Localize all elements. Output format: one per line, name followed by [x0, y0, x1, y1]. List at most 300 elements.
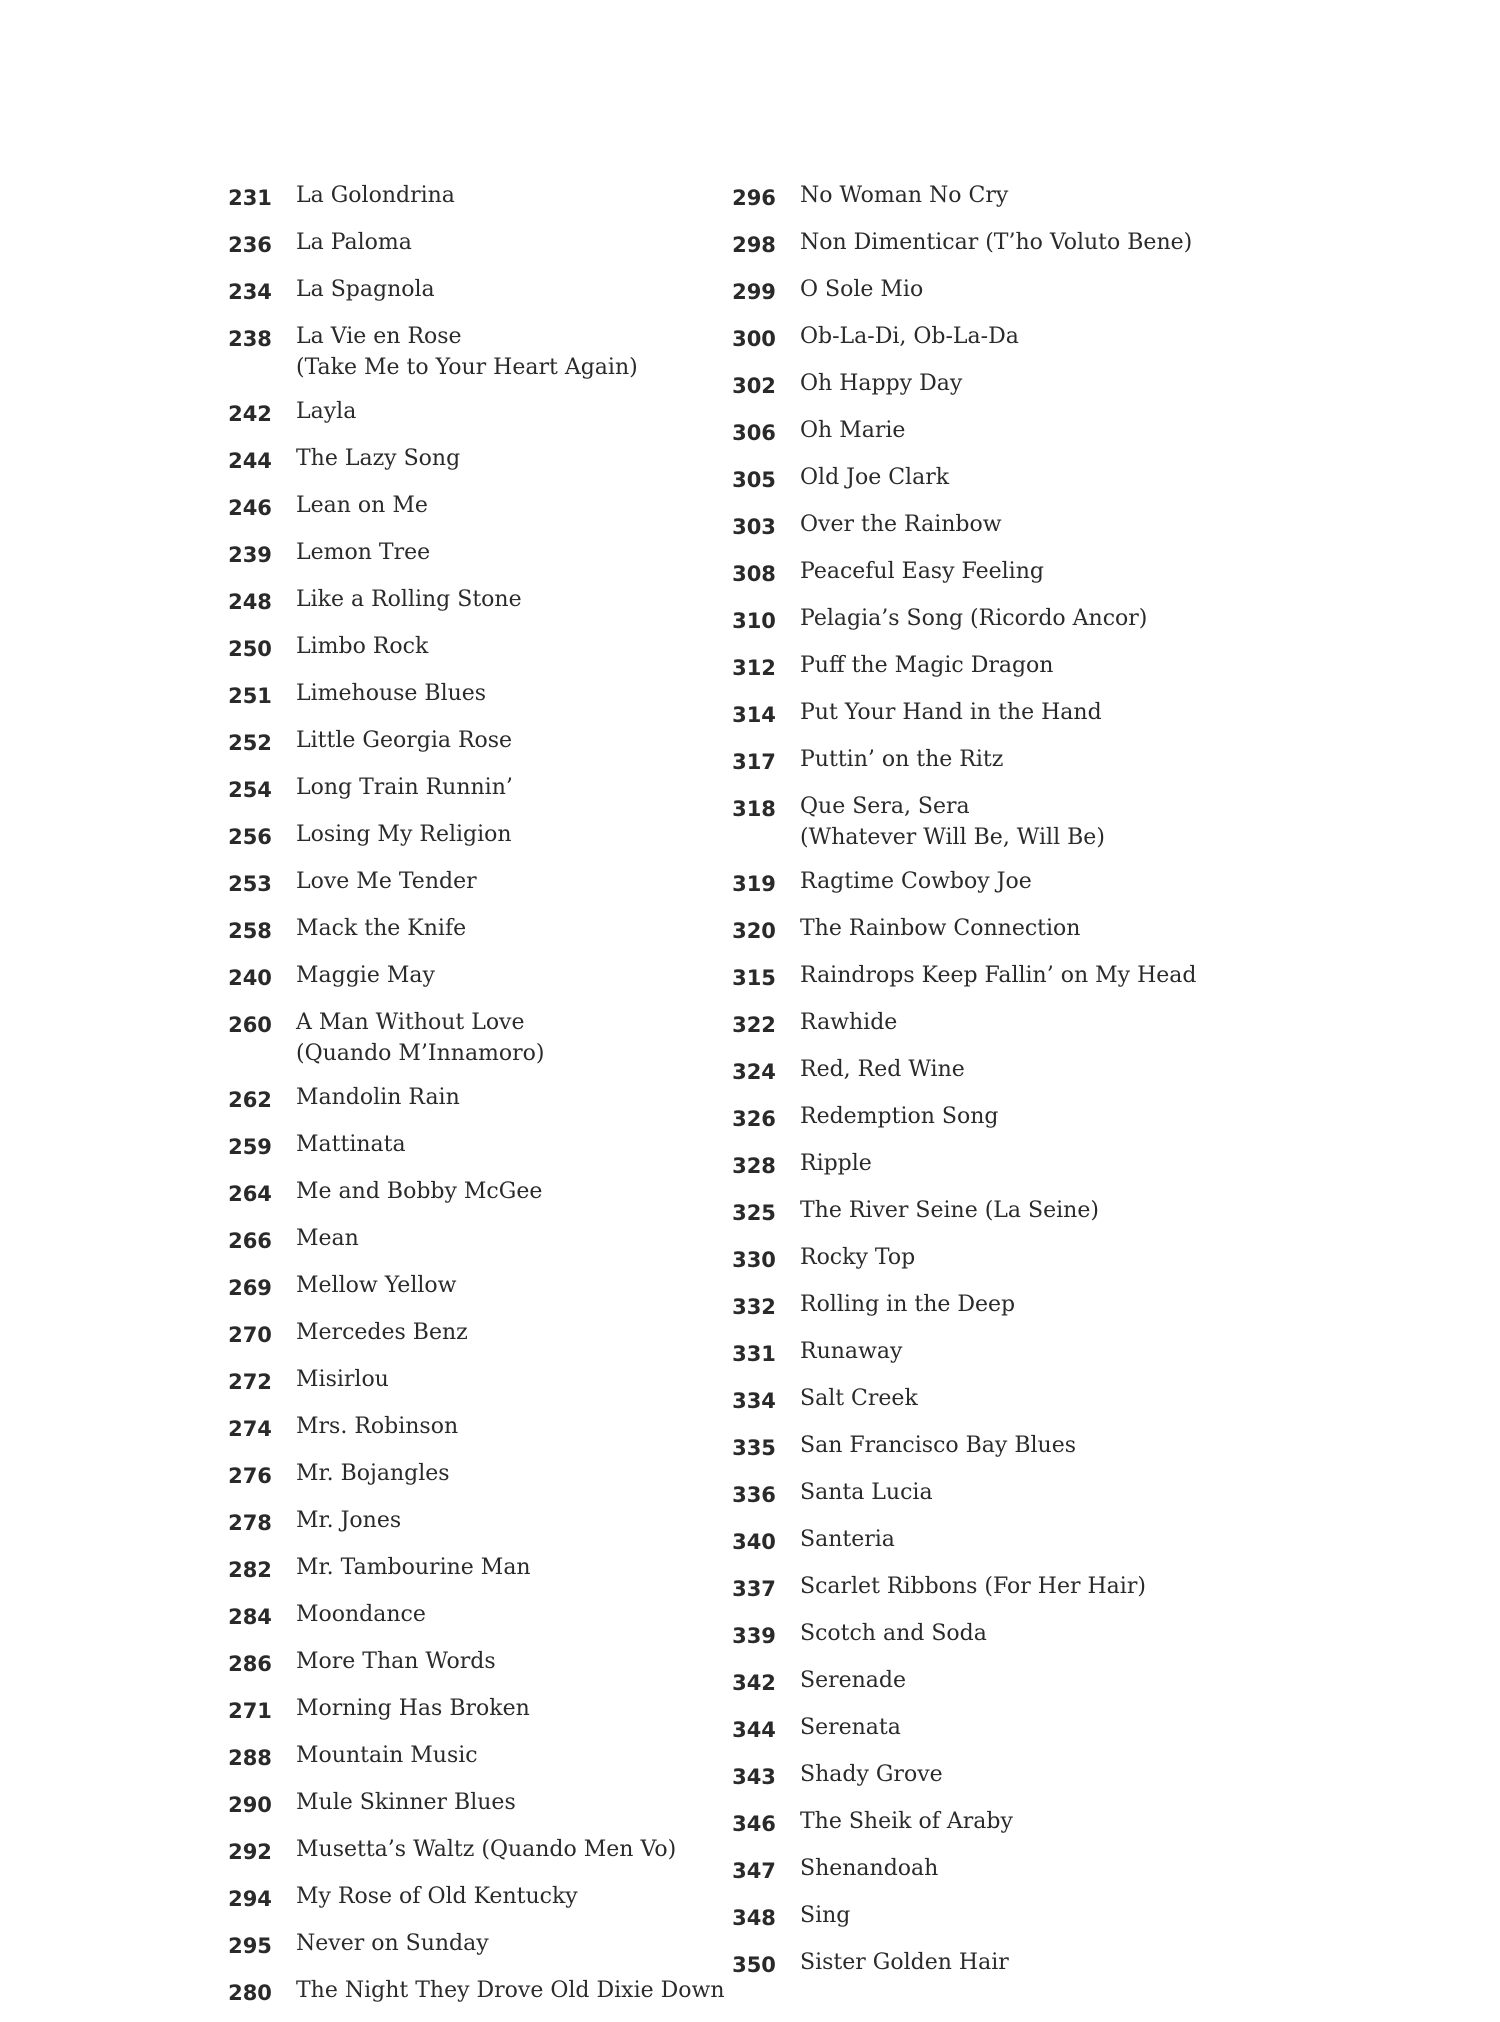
page-number: 238	[228, 327, 272, 351]
song-title	[786, 415, 1282, 446]
song-title-line: Over the Rainbow	[800, 512, 1002, 537]
song-title	[786, 960, 1282, 991]
song-title-line: Ragtime Cowboy Joe	[800, 869, 1032, 894]
song-title-line: La Spagnola	[296, 277, 435, 302]
song-title	[282, 1317, 718, 1348]
song-title-line: Rawhide	[800, 1010, 898, 1035]
song-title	[282, 1834, 718, 1865]
song-title-line: The Night They Drove Old Dixie Down	[296, 1978, 725, 2003]
song-title	[282, 631, 718, 662]
index-entry	[218, 584, 718, 618]
song-title	[786, 1571, 1282, 1602]
song-title-line: Ripple	[800, 1151, 872, 1176]
index-entry	[722, 509, 1282, 543]
page-number: 251	[228, 684, 272, 708]
page-number: 288	[228, 1746, 272, 1770]
song-title-line: Puff the Magic Dragon	[800, 653, 1054, 678]
song-title-line: Layla	[296, 399, 357, 424]
page-number: 331	[732, 1342, 776, 1366]
index-column-right	[722, 180, 1282, 1994]
song-title-line: Peaceful Easy Feeling	[800, 559, 1044, 584]
song-title	[282, 1740, 718, 1771]
index-entry	[218, 866, 718, 900]
index-entry	[218, 819, 718, 853]
page-number: 258	[228, 919, 272, 943]
index-entry	[722, 1571, 1282, 1605]
song-title	[282, 1223, 718, 1254]
song-title	[786, 791, 1282, 853]
song-title	[786, 368, 1282, 399]
song-title-line: The Lazy Song	[296, 446, 461, 471]
song-title-line: Little Georgia Rose	[296, 728, 513, 753]
page-number: 253	[228, 872, 272, 896]
index-entry	[218, 1411, 718, 1445]
song-title-line: Santa Lucia	[800, 1480, 933, 1505]
song-title-line: Losing My Religion	[296, 822, 512, 847]
song-title	[786, 1148, 1282, 1179]
song-title-line: O Sole Mio	[800, 277, 924, 302]
page-number: 278	[228, 1511, 272, 1535]
song-title	[786, 321, 1282, 352]
song-title	[282, 1270, 718, 1301]
song-title	[786, 1336, 1282, 1367]
page-number: 292	[228, 1840, 272, 1864]
song-title	[282, 180, 718, 211]
song-title-line: Raindrops Keep Fallin’ on My Head	[800, 963, 1197, 988]
song-title-line: Mercedes Benz	[296, 1320, 468, 1345]
index-entry	[218, 913, 718, 947]
index-entry	[722, 697, 1282, 731]
page-number: 280	[228, 1981, 272, 2005]
song-title-line: Serenade	[800, 1668, 907, 1693]
index-entry	[218, 1552, 718, 1586]
page-number: 312	[732, 656, 776, 680]
song-title-line: Non Dimenticar (T’ho Voluto Bene)	[800, 230, 1193, 255]
song-title	[786, 556, 1282, 587]
page-number: 319	[732, 872, 776, 896]
page-number: 306	[732, 421, 776, 445]
song-title-line: The Sheik of Araby	[800, 1809, 1013, 1834]
song-title-line: Mountain Music	[296, 1743, 478, 1768]
page-number: 317	[732, 750, 776, 774]
page-number: 286	[228, 1652, 272, 1676]
page-number: 298	[732, 233, 776, 257]
index-entry	[218, 725, 718, 759]
page-number: 310	[732, 609, 776, 633]
song-title-line: La Golondrina	[296, 183, 455, 208]
song-title-line: Shady Grove	[800, 1762, 943, 1787]
song-title-line: (Whatever Will Be, Will Be)	[800, 825, 1105, 850]
song-title-line: San Francisco Bay Blues	[800, 1433, 1077, 1458]
index-column-left	[218, 180, 725, 2022]
index-entry	[722, 744, 1282, 778]
song-title	[282, 1646, 718, 1677]
song-title-line: The River Seine (La Seine)	[800, 1198, 1099, 1223]
song-title-line: Misirlou	[296, 1367, 389, 1392]
page-number: 336	[732, 1483, 776, 1507]
song-title-line: The Rainbow Connection	[800, 916, 1081, 941]
page-number: 308	[732, 562, 776, 586]
song-title-line: Love Me Tender	[296, 869, 477, 894]
song-title	[786, 1947, 1282, 1978]
song-title	[282, 1176, 718, 1207]
song-title	[282, 1082, 718, 1113]
page-number: 266	[228, 1229, 272, 1253]
index-entry	[218, 1270, 718, 1304]
index-entry	[722, 1195, 1282, 1229]
index-entry	[218, 1458, 718, 1492]
index-entry	[722, 1101, 1282, 1135]
index-entry	[218, 537, 718, 571]
page-number: 294	[228, 1887, 272, 1911]
page-number: 234	[228, 280, 272, 304]
page-number: 346	[732, 1812, 776, 1836]
song-title	[282, 1458, 718, 1489]
index-entry	[722, 1524, 1282, 1558]
index-entry	[722, 1712, 1282, 1746]
page-number: 276	[228, 1464, 272, 1488]
song-title	[786, 1383, 1282, 1414]
index-entry	[218, 1693, 718, 1727]
song-title-line: Maggie May	[296, 963, 435, 988]
index-entry	[722, 913, 1282, 947]
index-entry	[722, 1853, 1282, 1887]
index-entry	[722, 227, 1282, 261]
index-entry	[218, 1317, 718, 1351]
page-number: 290	[228, 1793, 272, 1817]
song-title	[282, 1505, 718, 1536]
index-entry	[218, 321, 718, 383]
song-title-line: Put Your Hand in the Hand	[800, 700, 1102, 725]
page-number: 240	[228, 966, 272, 990]
page-number: 337	[732, 1577, 776, 1601]
index-entry	[218, 1223, 718, 1257]
song-title	[786, 227, 1282, 258]
song-title	[282, 819, 718, 850]
page-number: 271	[228, 1699, 272, 1723]
index-entry	[722, 1477, 1282, 1511]
index-entry	[218, 490, 718, 524]
index-entry	[722, 462, 1282, 496]
index-entry	[722, 1054, 1282, 1088]
song-title	[786, 1712, 1282, 1743]
page-number: 324	[732, 1060, 776, 1084]
page-number: 303	[732, 515, 776, 539]
page-number: 270	[228, 1323, 272, 1347]
page-number: 239	[228, 543, 272, 567]
song-title	[786, 744, 1282, 775]
index-entry	[218, 1881, 718, 1915]
page-number: 330	[732, 1248, 776, 1272]
song-title-line: Mr. Jones	[296, 1508, 402, 1533]
song-title	[786, 1054, 1282, 1085]
song-title-line: Pelagia’s Song (Ricordo Ancor)	[800, 606, 1148, 631]
song-title	[786, 509, 1282, 540]
song-title	[282, 1693, 718, 1724]
index-entry	[722, 1806, 1282, 1840]
index-entry	[722, 1665, 1282, 1699]
song-title	[282, 1599, 718, 1630]
page-number: 259	[228, 1135, 272, 1159]
song-title	[282, 274, 718, 305]
song-title-line: Serenata	[800, 1715, 901, 1740]
index-entry	[722, 1383, 1282, 1417]
page-number: 318	[732, 797, 776, 821]
page-number: 350	[732, 1953, 776, 1977]
song-title-line: Limbo Rock	[296, 634, 429, 659]
page-number: 344	[732, 1718, 776, 1742]
index-entry	[722, 321, 1282, 355]
song-title	[786, 650, 1282, 681]
song-title-line: Morning Has Broken	[296, 1696, 530, 1721]
song-title-line: Lemon Tree	[296, 540, 431, 565]
song-title	[282, 1928, 718, 1959]
song-title	[786, 1195, 1282, 1226]
index-entry	[218, 678, 718, 712]
song-title-line: Musetta’s Waltz (Quando Men Vo)	[296, 1837, 677, 1862]
song-title-line: A Man Without Love	[296, 1010, 525, 1035]
song-title-line: Runaway	[800, 1339, 903, 1364]
page-number: 314	[732, 703, 776, 727]
song-title	[786, 1289, 1282, 1320]
song-title-line: Oh Marie	[800, 418, 906, 443]
song-title-line: Long Train Runnin’	[296, 775, 513, 800]
index-entry	[218, 1007, 718, 1069]
page-number: 334	[732, 1389, 776, 1413]
song-title-line: My Rose of Old Kentucky	[296, 1884, 578, 1909]
index-entry	[722, 603, 1282, 637]
song-title	[282, 1881, 718, 1912]
song-title-line: Puttin’ on the Ritz	[800, 747, 1004, 772]
page-number: 242	[228, 402, 272, 426]
index-entry	[722, 1242, 1282, 1276]
page-number: 252	[228, 731, 272, 755]
song-title-line: Salt Creek	[800, 1386, 918, 1411]
index-entry	[218, 1834, 718, 1868]
page-number: 339	[732, 1624, 776, 1648]
index-entry	[218, 1599, 718, 1633]
song-title-line: Red, Red Wine	[800, 1057, 965, 1082]
page-number: 320	[732, 919, 776, 943]
page-number: 348	[732, 1906, 776, 1930]
index-entry	[218, 1975, 725, 2009]
song-title	[282, 321, 718, 383]
index-entry	[722, 1947, 1282, 1981]
song-title-line: Oh Happy Day	[800, 371, 963, 396]
index-entry	[218, 443, 718, 477]
song-title	[786, 274, 1282, 305]
song-title-line: Redemption Song	[800, 1104, 999, 1129]
page-number: 250	[228, 637, 272, 661]
song-title-line: Mule Skinner Blues	[296, 1790, 516, 1815]
page-number: 248	[228, 590, 272, 614]
song-title-line: More Than Words	[296, 1649, 496, 1674]
song-title	[786, 1007, 1282, 1038]
page-number: 295	[228, 1934, 272, 1958]
song-title	[786, 462, 1282, 493]
page-number: 272	[228, 1370, 272, 1394]
song-title	[786, 1524, 1282, 1555]
page-number: 264	[228, 1182, 272, 1206]
song-title-line: La Paloma	[296, 230, 412, 255]
song-title-line: Lean on Me	[296, 493, 428, 518]
page-number: 231	[228, 186, 272, 210]
index-entry	[722, 415, 1282, 449]
page-number: 236	[228, 233, 272, 257]
song-title	[786, 1101, 1282, 1132]
song-title	[282, 960, 718, 991]
page-number: 260	[228, 1013, 272, 1037]
song-title-line: Ob-La-Di, Ob-La-Da	[800, 324, 1019, 349]
song-title	[282, 866, 718, 897]
song-title-line: Scotch and Soda	[800, 1621, 987, 1646]
page-number: 262	[228, 1088, 272, 1112]
song-title	[282, 1364, 718, 1395]
index-entry	[722, 866, 1282, 900]
page-number: 315	[732, 966, 776, 990]
song-title	[786, 697, 1282, 728]
page-number: 300	[732, 327, 776, 351]
index-entry	[218, 180, 718, 214]
song-title	[282, 396, 718, 427]
index-entry	[722, 1618, 1282, 1652]
page-number: 325	[732, 1201, 776, 1225]
page-number: 340	[732, 1530, 776, 1554]
page-number: 305	[732, 468, 776, 492]
song-title-line: Like a Rolling Stone	[296, 587, 522, 612]
song-title	[282, 537, 718, 568]
song-title	[786, 866, 1282, 897]
song-title	[786, 1242, 1282, 1273]
song-title-line: La Vie en Rose	[296, 324, 462, 349]
song-title	[786, 1759, 1282, 1790]
page-number: 282	[228, 1558, 272, 1582]
page-number: 296	[732, 186, 776, 210]
index-entry	[218, 772, 718, 806]
page-number: 342	[732, 1671, 776, 1695]
index-entry	[722, 650, 1282, 684]
song-title-line: Moondance	[296, 1602, 426, 1627]
page-number: 244	[228, 449, 272, 473]
song-title	[282, 443, 718, 474]
page-number: 347	[732, 1859, 776, 1883]
index-entry	[218, 227, 718, 261]
page-number: 299	[732, 280, 776, 304]
page-number: 246	[228, 496, 272, 520]
song-title-line: Me and Bobby McGee	[296, 1179, 543, 1204]
index-entry	[722, 368, 1282, 402]
song-title-line: Mean	[296, 1226, 359, 1251]
song-title-line: Old Joe Clark	[800, 465, 950, 490]
index-entry	[722, 1007, 1282, 1041]
song-title	[282, 1129, 718, 1160]
song-title-line: Never on Sunday	[296, 1931, 489, 1956]
index-entry	[218, 396, 718, 430]
page-number: 302	[732, 374, 776, 398]
index-entry	[218, 1364, 718, 1398]
page-number: 322	[732, 1013, 776, 1037]
index-entry	[218, 631, 718, 665]
song-title	[786, 603, 1282, 634]
index-entry	[218, 1646, 718, 1680]
index-entry	[218, 1129, 718, 1163]
song-title-line: Mattinata	[296, 1132, 406, 1157]
index-entry	[722, 274, 1282, 308]
index-entry	[218, 1740, 718, 1774]
song-title-line: (Quando M’Innamoro)	[296, 1041, 545, 1066]
index-entry	[722, 1759, 1282, 1793]
index-entry	[218, 1928, 718, 1962]
page-number: 328	[732, 1154, 776, 1178]
song-title	[282, 1552, 718, 1583]
song-title-line: Mandolin Rain	[296, 1085, 460, 1110]
song-title	[786, 913, 1282, 944]
song-title-line: Mrs. Robinson	[296, 1414, 459, 1439]
index-entry	[722, 1900, 1282, 1934]
song-title	[282, 678, 718, 709]
song-title	[786, 1477, 1282, 1508]
song-title	[282, 584, 718, 615]
index-entry	[722, 556, 1282, 590]
song-title	[282, 1787, 718, 1818]
song-title	[282, 913, 718, 944]
song-title	[786, 1806, 1282, 1837]
index-entry	[218, 1082, 718, 1116]
song-title	[282, 227, 718, 258]
song-title	[786, 180, 1282, 211]
song-title	[282, 725, 718, 756]
song-title	[786, 1618, 1282, 1649]
page-number: 284	[228, 1605, 272, 1629]
index-entry	[218, 274, 718, 308]
song-title-line: No Woman No Cry	[800, 183, 1009, 208]
song-title	[786, 1853, 1282, 1884]
song-title	[786, 1430, 1282, 1461]
song-title-line: Mr. Tambourine Man	[296, 1555, 531, 1580]
index-entry	[722, 1289, 1282, 1323]
page-number: 256	[228, 825, 272, 849]
song-title-line: Mr. Bojangles	[296, 1461, 450, 1486]
index-entry	[722, 1336, 1282, 1370]
song-title	[786, 1900, 1282, 1931]
page-number: 269	[228, 1276, 272, 1300]
song-title	[282, 772, 718, 803]
song-title-line: Limehouse Blues	[296, 681, 487, 706]
page-number: 274	[228, 1417, 272, 1441]
song-title	[282, 490, 718, 521]
song-title-line: Que Sera, Sera	[800, 794, 970, 819]
song-title-line: Shenandoah	[800, 1856, 939, 1881]
song-title-line: (Take Me to Your Heart Again)	[296, 355, 638, 380]
song-title	[282, 1975, 725, 2006]
song-title-line: Rolling in the Deep	[800, 1292, 1016, 1317]
song-title	[282, 1411, 718, 1442]
index-entry	[722, 960, 1282, 994]
page-number: 326	[732, 1107, 776, 1131]
index-entry	[722, 1430, 1282, 1464]
song-title-line: Sing	[800, 1903, 851, 1928]
song-title-line: Mellow Yellow	[296, 1273, 457, 1298]
song-title-line: Mack the Knife	[296, 916, 467, 941]
page-number: 343	[732, 1765, 776, 1789]
index-entry	[218, 1176, 718, 1210]
index-entry	[218, 1787, 718, 1821]
page-number: 335	[732, 1436, 776, 1460]
page-number: 254	[228, 778, 272, 802]
index-entry	[722, 1148, 1282, 1182]
index-entry	[218, 960, 718, 994]
song-title	[282, 1007, 718, 1069]
